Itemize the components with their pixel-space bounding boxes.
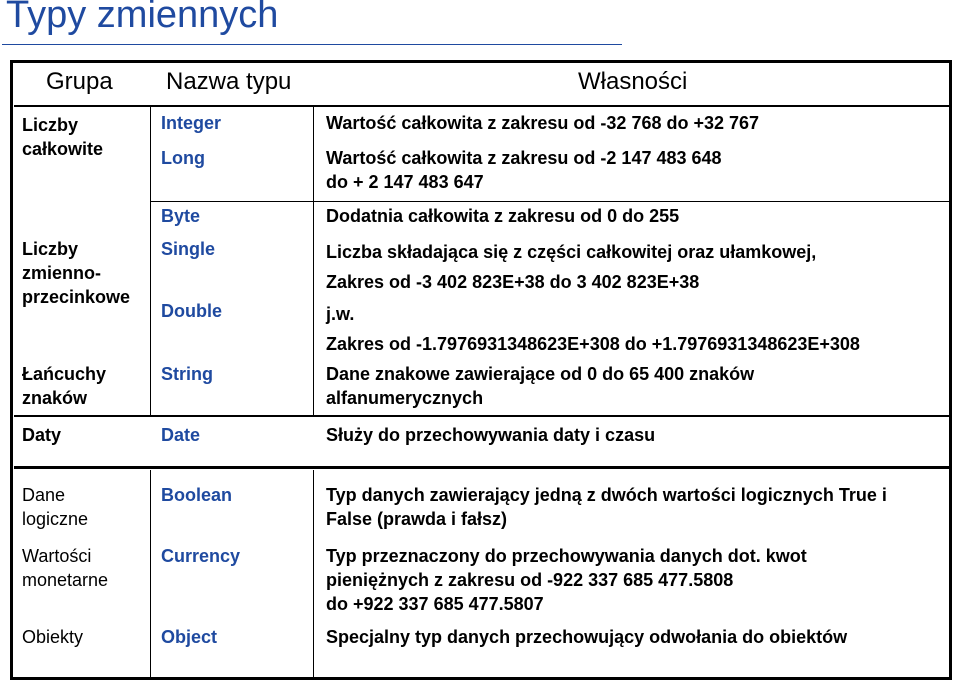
props-long: Wartość całkowita z zakresu od -2 147 483 648 do + 2 147 483 647 [326, 148, 722, 192]
props-string: Dane znakowe zawierające od 0 do 65 400 znaków alfanumerycznych [326, 364, 755, 408]
column-divider-lower [150, 470, 151, 678]
props-date: Służy do przechowywania daty i czasu [326, 425, 656, 445]
type-single: Single [161, 239, 216, 259]
type-double: Double [161, 301, 222, 321]
props-single: Liczba składająca się z części całkowitej oraz ułamkowej, Zakres od -3 402 823E+38 do 3 402 823E+38 [326, 242, 817, 292]
type-date: Date [161, 425, 201, 445]
group-label-integers: Liczby całkowite [22, 115, 104, 159]
column-divider-lower-2 [313, 470, 314, 678]
header-properties: Własności [578, 68, 688, 95]
group-label-strings: Łańcuchy znaków [22, 364, 107, 408]
props-currency: Typ przeznaczony do przechowywania danych dot. kwot pieniężnych z zakresu od -922 337 685 477.5808 do +922 337 685 477.5807 [326, 546, 807, 614]
group-label-logical: Dane logiczne [22, 485, 89, 529]
title-underline [2, 44, 622, 45]
column-divider-upper-2 [313, 107, 314, 416]
type-byte: Byte [161, 206, 201, 226]
props-byte: Dodatnia całkowita z zakresu od 0 do 255 [326, 206, 680, 226]
type-string: String [161, 364, 213, 384]
header-type-name: Nazwa typu [166, 68, 292, 95]
group-label-dates: Daty [22, 425, 62, 445]
type-integer: Integer [161, 113, 222, 133]
byte-divider [150, 201, 950, 202]
page-title: Typy zmiennych [6, 0, 279, 36]
props-double: j.w. Zakres od -1.7976931348623E+308 do +1.7976931348623E+308 [326, 304, 860, 354]
type-currency: Currency [161, 546, 241, 566]
type-boolean: Boolean [161, 485, 233, 505]
props-object: Specjalny typ danych przechowujący odwołania do obiektów [326, 627, 848, 647]
group-label-floating: Liczby zmienno- przecinkowe [22, 239, 131, 307]
type-long: Long [161, 148, 205, 168]
group-label-monetary: Wartości monetarne [22, 546, 109, 590]
header-divider [14, 105, 950, 107]
header-group: Grupa [46, 68, 113, 95]
type-object: Object [161, 627, 218, 647]
props-integer: Wartość całkowita z zakresu od -32 768 do +32 767 [326, 113, 760, 133]
section-divider [14, 466, 950, 469]
date-row-divider [14, 415, 950, 417]
column-divider-upper [150, 107, 151, 416]
group-label-objects: Obiekty [22, 627, 84, 647]
props-boolean: Typ danych zawierający jedną z dwóch wartości logicznych True i False (prawda i fałsz) [326, 485, 887, 529]
